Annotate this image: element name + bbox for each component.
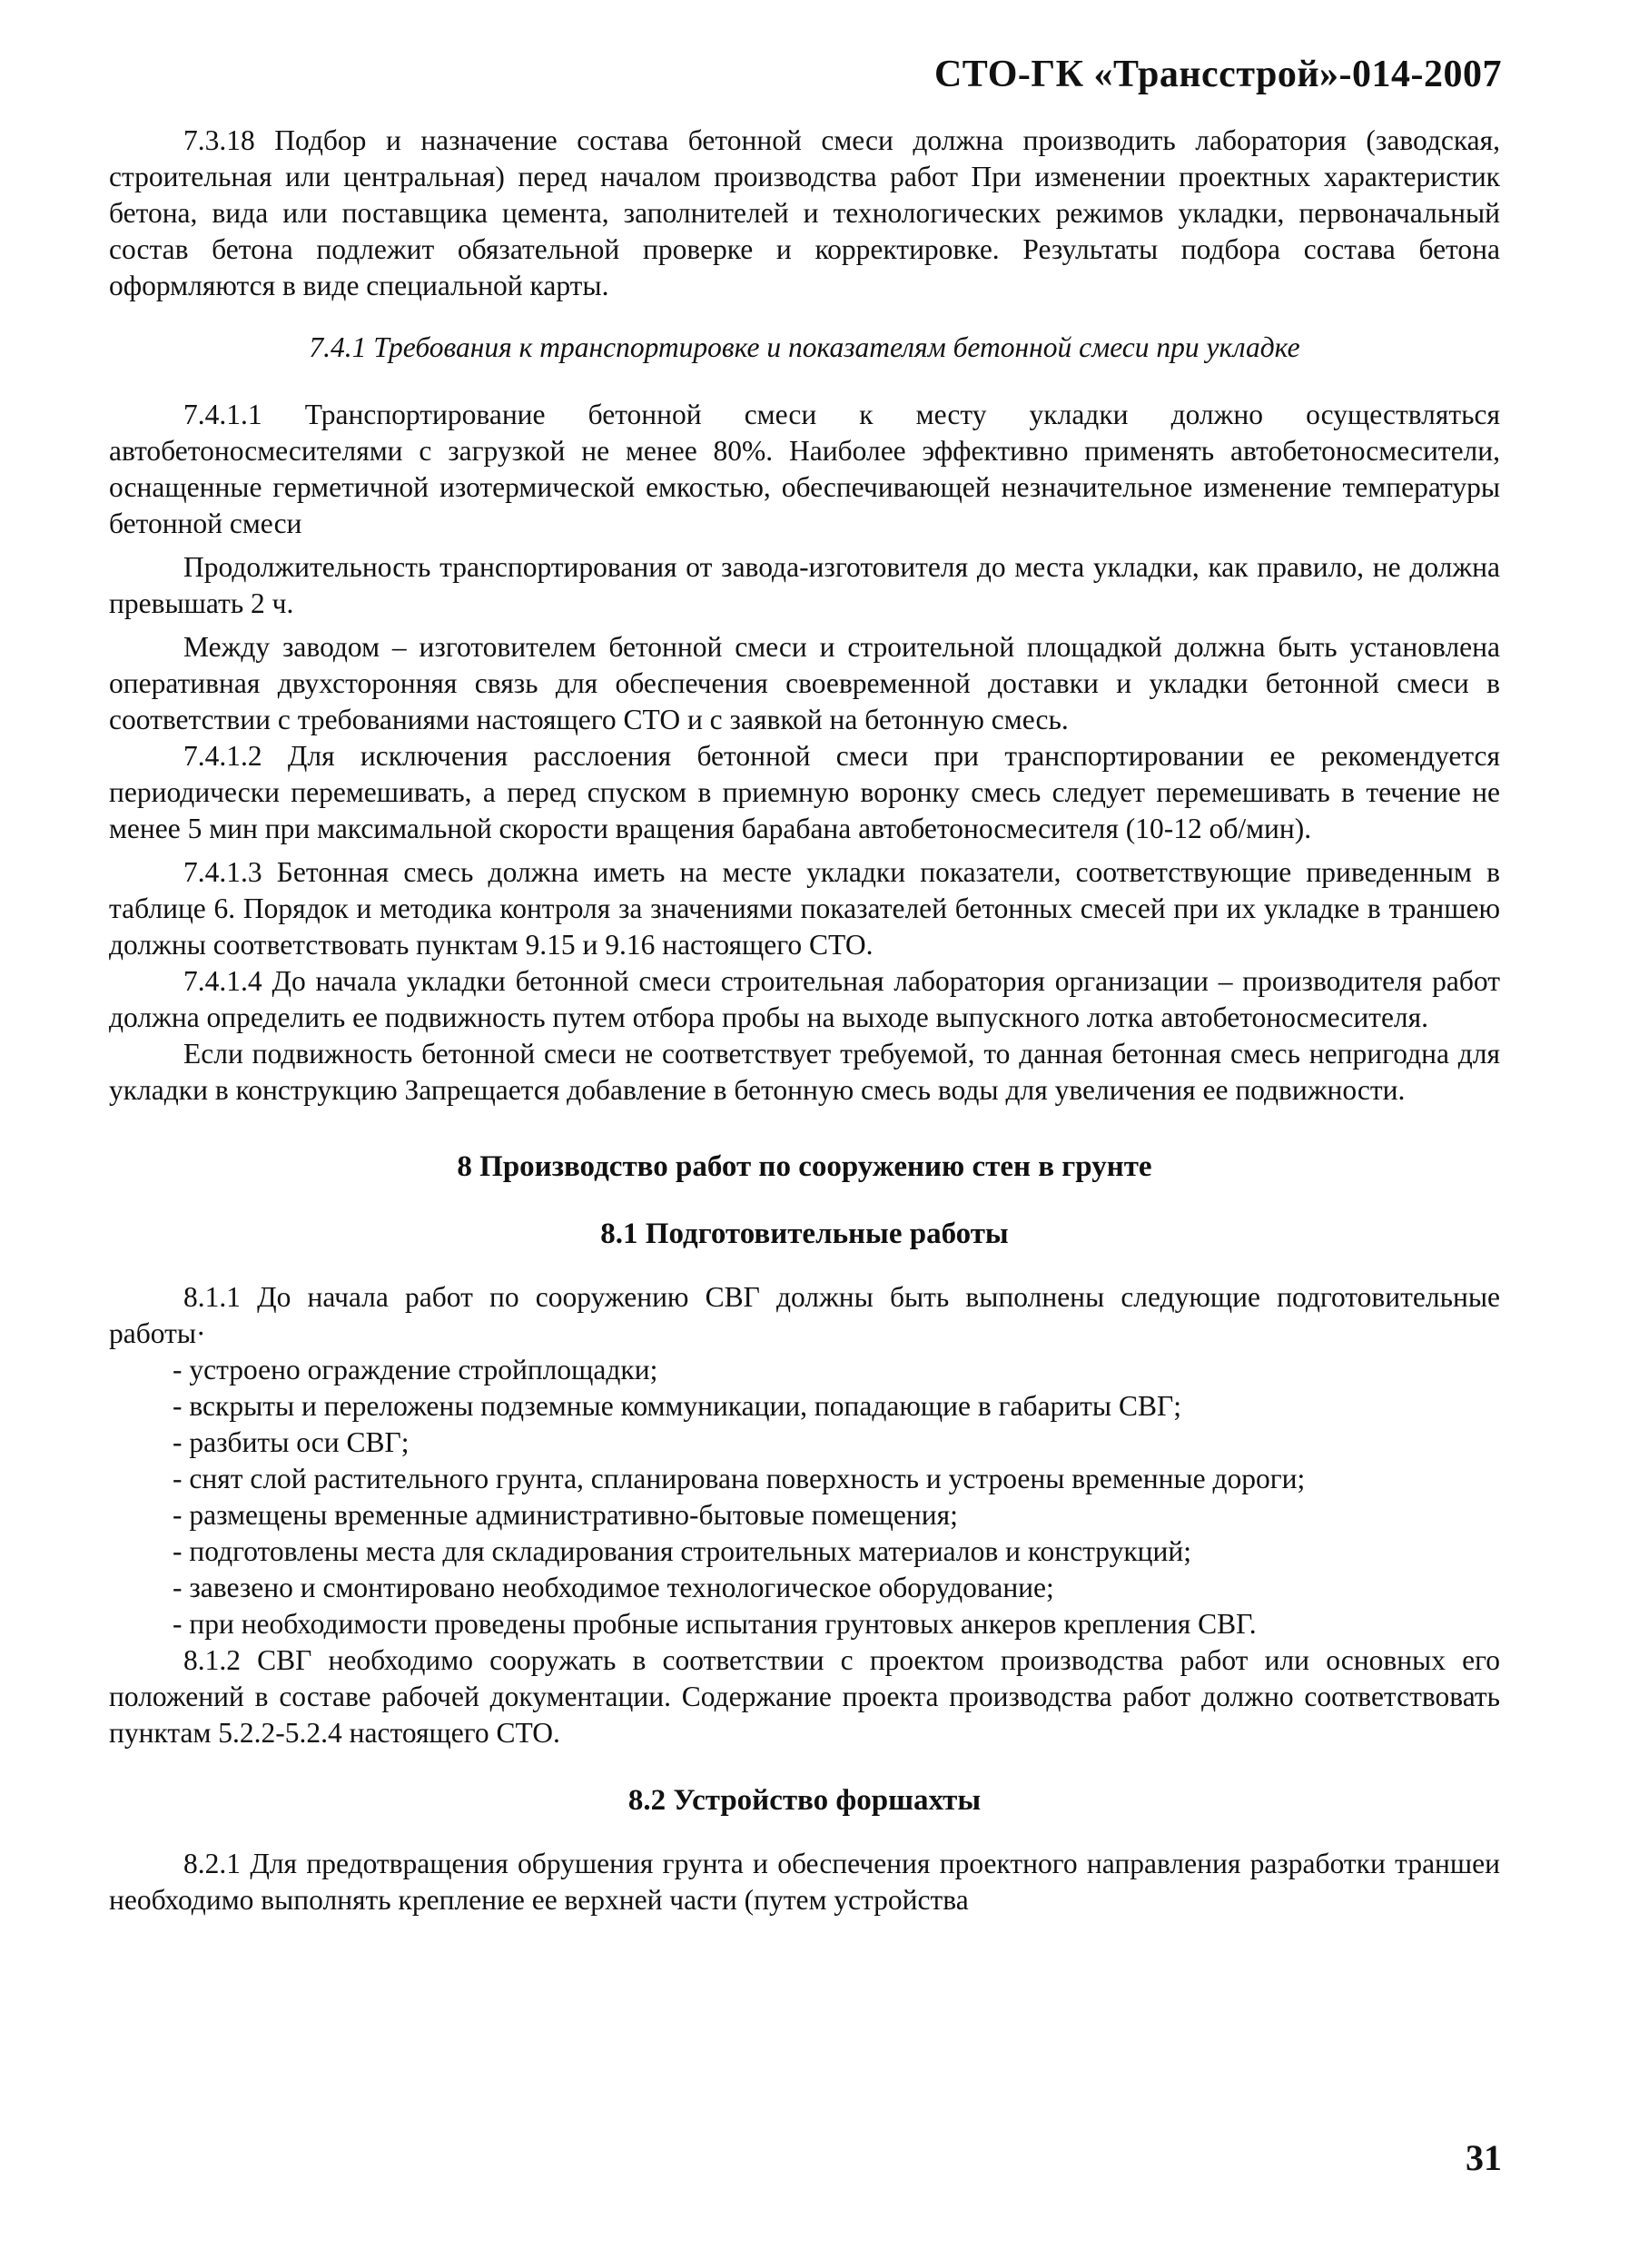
paragraph-7-4-1-4: 7.4.1.4 До начала укладки бетонной смеси строительная лаборатория организации – производителя работ должна определить ее подвижность путем отбора пробы на выходе выпускного лотка автобетоносмесителя. [109,965,1500,1033]
list-item: - разбиты оси СВГ; [173,1426,410,1458]
list-item: - подготовлены места для складирования строительных материалов и конструкций; [173,1535,1191,1567]
paragraph-7-4-1-2: 7.4.1.2 Для исключения расслоения бетонной смеси при транспортировании ее рекомендуется периодически перемешивать, а перед спуском в приемную воронку смесь следует перемешивать в течение не менее 5 мин при максимальной скорости вращения барабана автобетоносмесителя (10-12 об/мин). [109,740,1500,844]
list-item: - вскрыты и переложены подземные коммуникации, попадающие в габариты СВГ; [173,1390,1181,1422]
list-item: - завезено и смонтировано необходимое технологическое оборудование; [173,1572,1054,1603]
list-item: - размещены временные административно-бытовые помещения; [173,1499,958,1531]
paragraph-8-2-1: 8.2.1 Для предотвращения обрушения грунта и обеспечения проектного направления разработки траншеи необходимо выполнять крепление ее верхней части (путем устройства [109,1848,1500,1916]
paragraph-7-4-1-1: 7.4.1.1 Транспортирование бетонной смеси к месту укладки должно осуществляться автобетоносмесителями с загрузкой не менее 80%. Наиболее эффективно применять автобетоносмесители, оснащенные герметичной изотермической емкостью, обеспечивающей незначительное изменение температуры бетонной смеси [109,399,1500,539]
list-item: - устроено ограждение стройплощадки; [173,1354,658,1385]
paragraph-7-3-18: 7.3.18 Подбор и назначение состава бетонной смеси должна производить лаборатория (заводская, строительная или центральная) перед началом производства работ При изменении проектных характеристик бетона, вида или поставщика цемента, заполнителей и технологических режимов укладки, первоначальный состав бетона подлежит обязательной проверке и корректировке. Результаты подбора состава бетона оформляются в виде специальной карты. [109,124,1500,301]
paragraph-8-1-2: 8.1.2 СВГ необходимо сооружать в соответствии с проектом производства работ или основных его положений в составе рабочей документации. Содержание проекта производства работ должно соответствовать пунктам 5.2.2-5.2.4 настоящего СТО. [109,1644,1500,1749]
preparatory-works-list [109,1352,1500,1642]
list-item: - снят слой растительного грунта, спланирована поверхность и устроены временные дороги; [173,1463,1306,1494]
section-title-8: 8 Производство работ по сооружению стен в грунте [457,1150,1152,1183]
subsection-title-7-4-1: 7.4.1 Требования к транспортировке и показателям бетонной смеси при укладке [309,331,1300,363]
paragraph-7-4-1-3: 7.4.1.3 Бетонная смесь должна иметь на месте укладки показатели, соответствующие приведенным в таблице 6. Порядок и методика контроля за значениями показателей бетонных смесей при их укладке в траншею должны соответствовать пунктам 9.15 и 9.16 настоящего СТО. [109,856,1500,961]
paragraph-transport-duration: Продолжительность транспортирования от завода-изготовителя до места укладки, как правило, не должна превышать 2 ч. [109,551,1500,619]
section-title-8-2: 8.2 Устройство форшахты [627,1784,982,1817]
list-item: - при необходимости проведены пробные испытания грунтовых анкеров крепления СВГ. [173,1608,1257,1640]
page-number: 31 [1466,2137,1502,2178]
document-body [109,123,1500,1918]
paragraph-communication: Между заводом – изготовителем бетонной смеси и строительной площадкой должна быть установлена оперативная двухсторонняя связь для обеспечения своевременной доставки и укладки бетонной смеси в соответствии с требованиями настоящего СТО и с заявкой на бетонную смесь. [109,631,1500,735]
section-title-8-1: 8.1 Подготовительные работы [600,1218,1009,1250]
paragraph-8-1-1: 8.1.1 До начала работ по сооружению СВГ должны быть выполнены следующие подготовительные работы· [109,1281,1500,1349]
paragraph-mobility: Если подвижность бетонной смеси не соответствует требуемой, то данная бетонная смесь непригодна для укладки в конструкцию Запрещается добавление в бетонную смесь воды для увеличения ее подвижности. [109,1038,1500,1106]
document-header: СТО-ГК «Трансстрой»-014-2007 [933,54,1502,95]
